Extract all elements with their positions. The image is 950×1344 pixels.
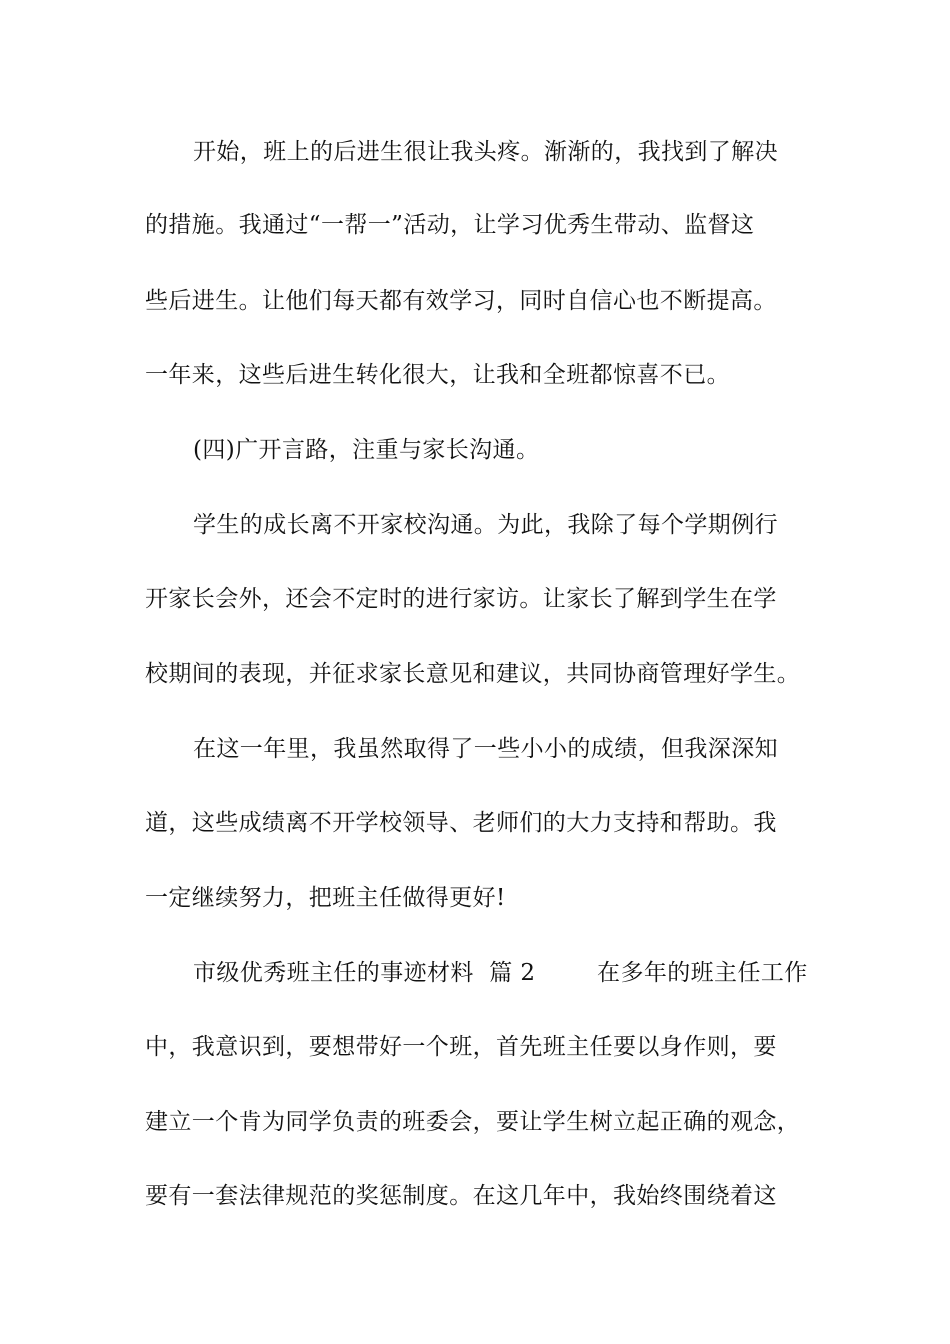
text-line: 要有一套法律规范的奖惩制度。在这几年中，我始终围绕着这 <box>145 1183 777 1209</box>
text-line: 些后进生。让他们每天都有效学习，同时自信心也不断提高。 <box>145 288 777 314</box>
text-line: 的措施。我通过“一帮一”活动，让学习优秀生带动、监督这 <box>145 212 755 238</box>
text-line: 校期间的表现，并征求家长意见和建议，共同协商管理好学生。 <box>145 661 801 687</box>
section-heading: (四)广开言路，注重与家长沟通。 <box>193 437 540 463</box>
text-line: 在这一年里，我虽然取得了一些小小的成绩，但我深深知 <box>193 736 778 762</box>
text-line: 道，这些成绩离不开学校领导、老师们的大力支持和帮助。我 <box>145 810 777 836</box>
text-line: 一定继续努力，把班主任做得更好! <box>145 885 506 911</box>
text-line: 建立一个肯为同学负责的班委会，要让学生树立起正确的观念， <box>145 1109 801 1135</box>
text-line: 开家长会外，还会不定时的进行家访。让家长了解到学生在学 <box>145 586 777 612</box>
text-line: 开始，班上的后进生很让我头疼。渐渐的，我找到了解决 <box>193 139 778 165</box>
text-line: 一年来，这些后进生转化很大，让我和全班都惊喜不已。 <box>145 362 730 388</box>
text-line: 学生的成长离不开家校沟通。为此，我除了每个学期例行 <box>193 512 778 538</box>
text-line: 中，我意识到，要想带好一个班，首先班主任要以身作则，要 <box>145 1034 777 1060</box>
article-title-line: 市级优秀班主任的事迹材料 篇 2 在多年的班主任工作 <box>193 960 808 986</box>
